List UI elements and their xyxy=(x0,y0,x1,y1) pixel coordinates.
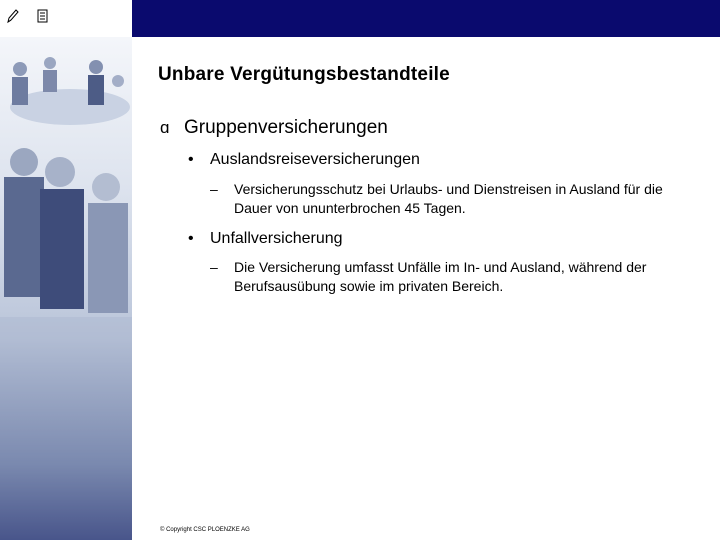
item-label: Unfallversicherung xyxy=(210,230,343,247)
section-heading xyxy=(160,117,388,139)
bullet-glyph-icon: ɑ xyxy=(160,118,170,137)
item-detail: Versicherungsschutz bei Urlaubs- und Dienstreisen in Ausland für die Dauer von ununterbrochen 45 Tagen. xyxy=(234,181,663,216)
bullet-dot-icon: • xyxy=(188,151,194,168)
list-subitem xyxy=(210,258,704,296)
header-left xyxy=(0,0,132,37)
slide-title: Unbare Vergütungsbestandteile xyxy=(158,64,450,85)
dash-icon: – xyxy=(210,181,218,197)
item-label: Auslandsreiseversicherungen xyxy=(210,151,420,168)
list-item xyxy=(188,151,420,169)
pencil-icon[interactable] xyxy=(6,8,20,29)
dash-icon: – xyxy=(210,259,218,275)
section-label: Gruppenversicherungen xyxy=(184,117,388,138)
item-detail: Die Versicherung umfasst Unfälle im In- und Ausland, während der Berufsausübung sowie im privaten Bereich. xyxy=(234,259,647,294)
list-subitem xyxy=(210,180,704,218)
copyright-footer: © Copyright CSC PLOENZKE AG xyxy=(160,527,250,533)
people-photo xyxy=(0,37,132,540)
header-bar xyxy=(132,0,720,37)
list-item xyxy=(188,230,343,248)
document-icon[interactable] xyxy=(36,8,50,29)
bullet-dot-icon: • xyxy=(188,230,194,247)
